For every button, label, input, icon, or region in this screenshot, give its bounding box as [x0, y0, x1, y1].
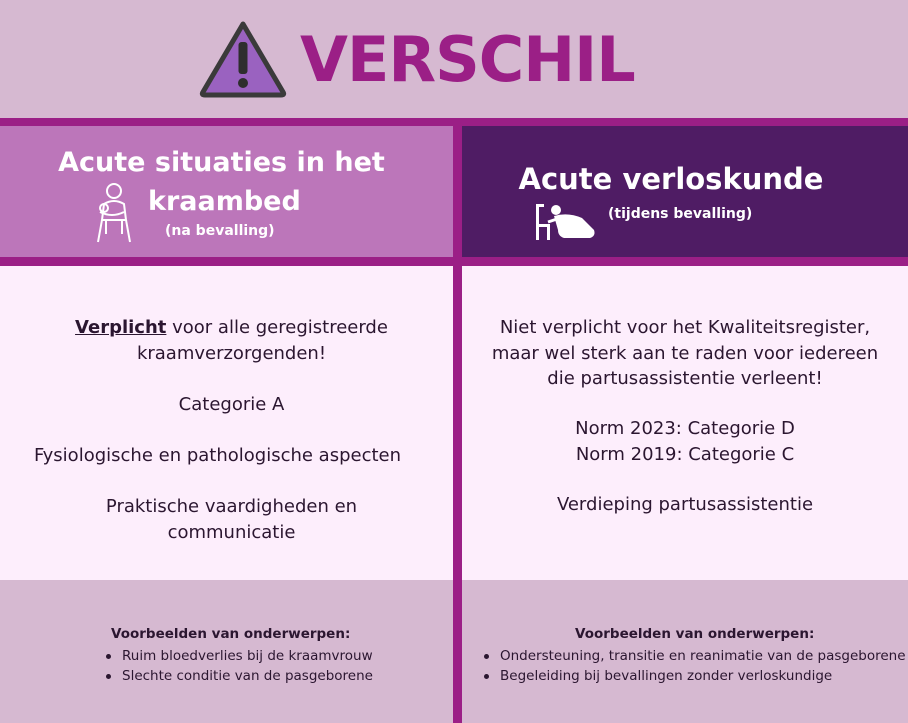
right-footer-title: Voorbeelden van onderwerpen:: [575, 626, 815, 642]
list-item: Begeleiding bij bevallingen zonder verloskundige: [482, 666, 906, 686]
right-footer-list: [482, 646, 906, 686]
left-body-line1: [0, 315, 463, 341]
left-body-aspects: Fysiologische en pathologische aspecten: [33, 445, 402, 466]
right-footer: [462, 580, 908, 723]
left-heading-line1: Acute situaties in het: [58, 147, 385, 178]
warning-icon: [199, 20, 287, 98]
right-heading-sub: (tijdens bevalling): [608, 206, 753, 222]
left-footer-title: Voorbeelden van onderwerpen:: [111, 626, 351, 642]
left-footer-list: [104, 646, 373, 686]
left-body-skills-line1: Praktische vaardigheden en: [105, 496, 358, 517]
left-footer: [0, 580, 453, 723]
left-body-skills-line2: communicatie: [167, 522, 296, 543]
left-content-panel: [0, 266, 453, 580]
right-content-panel: [462, 266, 908, 580]
left-heading-sub: (na bevalling): [165, 223, 275, 239]
right-body-line1: Niet verplicht voor het Kwaliteitsregister,: [499, 317, 871, 338]
page-header: [0, 0, 908, 118]
right-heading: Acute verloskunde: [518, 162, 824, 196]
left-heading-line2: kraambed: [148, 186, 301, 217]
verplicht-emphasis: Verplicht: [75, 317, 167, 338]
right-body-norm-2019: Norm 2019: Categorie C: [575, 444, 795, 465]
list-item: Slechte conditie van de pasgeborene: [104, 666, 373, 686]
left-body-line1-rest: voor alle geregistreerde: [166, 317, 388, 338]
list-item: Ruim bloedverlies bij de kraamvrouw: [104, 646, 373, 666]
right-body-norm-2023: Norm 2023: Categorie D: [575, 418, 795, 439]
mother-baby-icon: [92, 182, 134, 244]
left-body-line2: kraamverzorgenden!: [136, 343, 327, 364]
column-divider: [453, 118, 462, 723]
page-title: VERSCHIL: [300, 23, 635, 96]
left-body-category: Categorie A: [178, 394, 285, 415]
right-body-line2: maar wel sterk aan te raden voor iedereen: [491, 343, 879, 364]
list-item: Ondersteuning, transitie en reanimatie van de pasgeborene: [482, 646, 906, 666]
right-heading-panel: [462, 126, 908, 257]
birth-position-icon: [534, 200, 598, 242]
left-heading-panel: [0, 126, 453, 257]
right-body-verdieping: Verdieping partusassistentie: [556, 494, 814, 515]
right-body-line3: die partusassistentie verleent!: [547, 368, 823, 389]
